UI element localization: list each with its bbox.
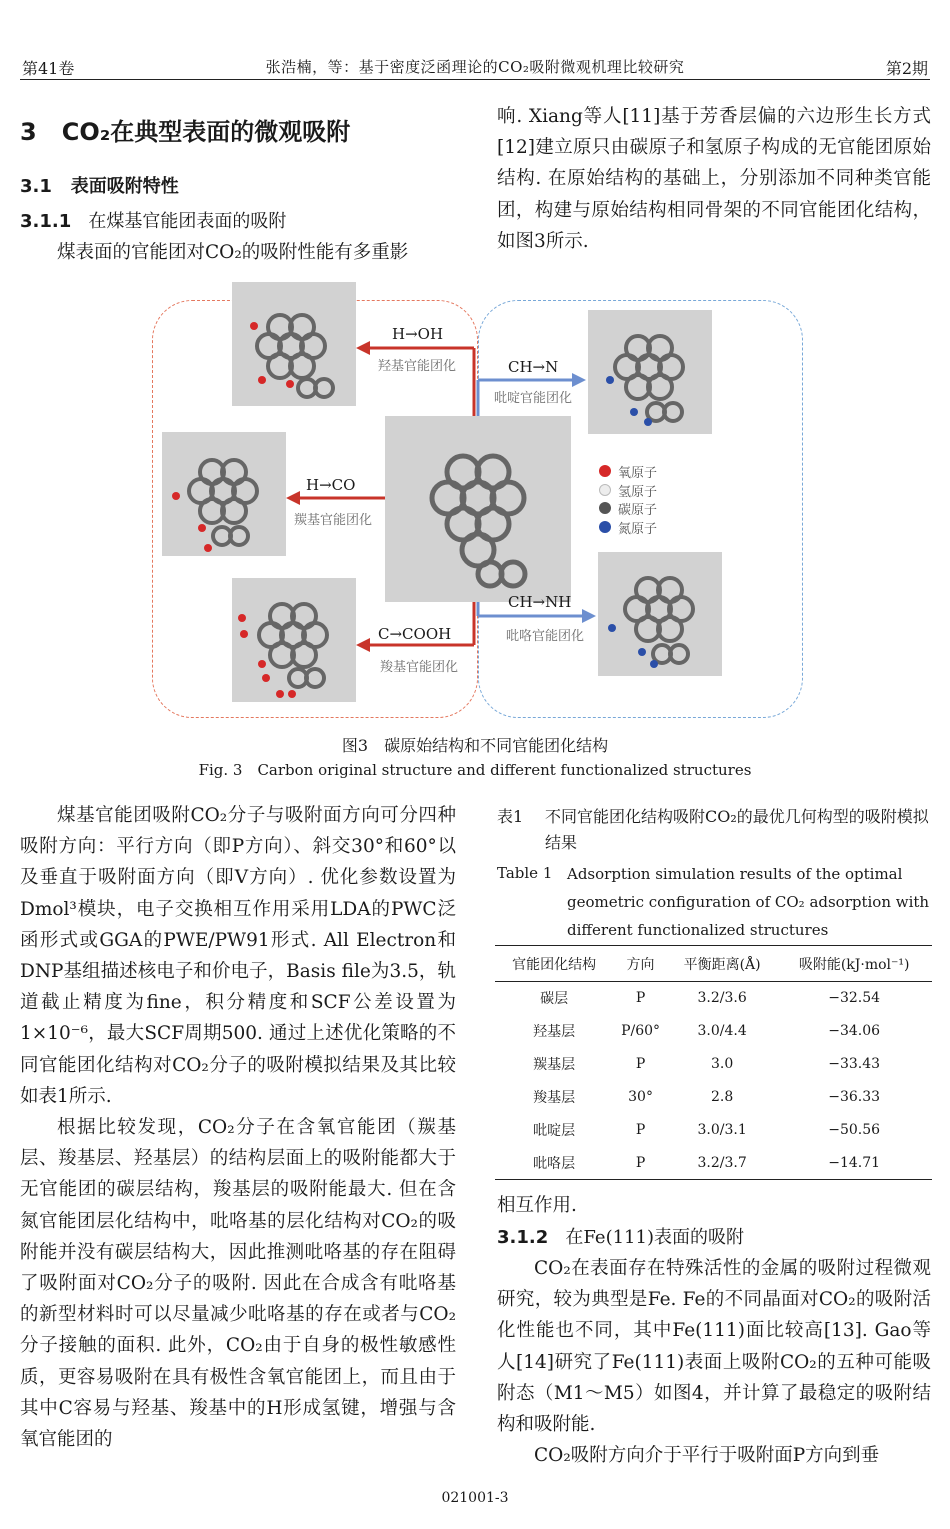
carboxyl-label: 羧基官能团化 <box>380 660 459 675</box>
table-cell: 3.2/3.7 <box>668 1147 776 1180</box>
subsubsection-heading <box>20 207 286 233</box>
volume-label: 第41卷 <box>22 59 75 78</box>
adsorption-table <box>495 945 932 1180</box>
pyridine-arrowhead <box>572 373 586 387</box>
table-cell: 羰基层 <box>533 1057 576 1073</box>
carbonyl-arrowhead <box>286 491 300 505</box>
right-paragraph-1: CO₂在表面存在特殊活性的金属的吸附过程微观研究，较为典型是Fe. Fe的不同晶面对CO₂的吸附活化性能也不同，其中Fe(111)面比较高[13]. Gao等人[14]研究了Fe(111)表面上吸附CO₂的五种可能吸附态（M1～M5）如图4，并计算了最稳定的吸附结构和吸附能. <box>497 1258 931 1436</box>
table-cell: P/60° <box>621 1023 661 1039</box>
hydroxyl-formula: H→OH <box>392 325 444 343</box>
section-number: 3 <box>20 118 37 146</box>
header-direction: 方向 <box>613 946 668 982</box>
subsubsection-title: 在煤基官能团表面的吸附 <box>88 211 287 232</box>
pyrrole-label: 吡咯官能团化 <box>506 629 585 644</box>
table-header-row <box>495 946 932 982</box>
right-intro <box>497 101 931 257</box>
subsection-number: 3.1 <box>20 176 52 197</box>
carbonyl-formula: H→CO <box>306 476 356 494</box>
oxygen-swatch <box>599 465 611 477</box>
table-cell: 3.0/3.1 <box>697 1122 747 1138</box>
issue-label: 第2期 <box>885 59 928 78</box>
table-cell: 羟基层 <box>533 1024 576 1040</box>
table-cell: 碳层 <box>540 991 569 1008</box>
subsubsection-number-2: 3.1.2 <box>497 1227 549 1248</box>
running-title: 张浩楠，等：基于密度泛函理论的CO₂吸附微观机理比较研究 <box>265 58 685 76</box>
table-cell: −14.71 <box>776 1147 932 1180</box>
table-row <box>495 1114 932 1147</box>
table-row <box>495 982 932 1015</box>
table-cell: 30° <box>628 1089 653 1105</box>
hydrogen-legend: 氢原子 <box>618 485 658 500</box>
figure-arrows <box>0 280 950 730</box>
table-cell: P <box>635 1056 646 1072</box>
subsection-title: 表面吸附特性 <box>70 176 179 197</box>
table-row <box>495 1015 932 1048</box>
table-cell: −50.56 <box>828 1122 881 1138</box>
table-row <box>495 1147 932 1180</box>
table-label-cn: 表1 <box>497 807 524 826</box>
subsubsection-title-2: 在Fe(111)表面的吸附 <box>565 1227 744 1248</box>
carbon-legend: 碳原子 <box>618 503 658 518</box>
right-continued <box>497 1190 931 1221</box>
section-title: CO₂在典型表面的微观吸附 <box>61 118 351 146</box>
left-body <box>20 800 456 1455</box>
table-cell: 3.0 <box>710 1056 734 1072</box>
nitrogen-swatch <box>599 521 611 533</box>
page-number: 021001-3 <box>441 1490 509 1506</box>
table-title-cn: 不同官能团化结构吸附CO₂的最优几何构型的吸附模拟结果 <box>545 807 929 852</box>
left-paragraph-2: 根据比较发现，CO₂分子在含氧官能团（羰基层、羧基层、羟基层）的结构层面上的吸附能都大于无官能团的碳层结构，羧基层的吸附能最大. 但在含氮官能团层化结构中，吡咯基的层化结构对CO₂的吸附能并没有碳层结构大，因此推测吡咯基的存在阻碍了吸附面对CO₂分子的吸附. 因此在合成含有吡咯基的新型材料时可以尽量减少吡咯基的存在或者与CO₂分子接触的面积. 此外，CO₂由于自身的极性敏感性质，更容易吸附在具有极性含氧官能团上，而且由于其中C容易与羟基、羧基中的H形成氢键，增强与含氧官能团的 <box>20 1117 456 1451</box>
section-heading <box>20 112 350 147</box>
table-cell: P <box>635 990 646 1007</box>
subsubsection-number: 3.1.1 <box>20 211 72 232</box>
left-intro <box>20 237 456 268</box>
table-cell: 吡啶层 <box>533 1123 576 1139</box>
right-continued-text: 相互作用. <box>497 1195 577 1216</box>
pyrrole-formula: CH→NH <box>508 593 572 611</box>
table-cell: 3.2/3.6 <box>697 990 747 1007</box>
running-header <box>20 52 930 80</box>
table-cell: P <box>613 1147 668 1180</box>
table-caption-cn <box>497 804 933 856</box>
right-intro-text: 响. Xiang等人[11]基于芳香层偏的六边形生长方式[12]建立原只由碳原子和氢原子构成的无官能团原始结构. 在原始结构的基础上，分别添加不同种类官能团，构建与原始结构相同骨架的不同官能团化结构，如图3所示. <box>497 106 931 252</box>
table-title-en: Adsorption simulation results of the optimal geometric configuration of CO₂ adsorption with different functionalized structures <box>567 865 930 939</box>
hydroxyl-label: 羟基官能团化 <box>378 359 457 374</box>
subsection-heading <box>20 172 179 198</box>
table-cell: −33.43 <box>828 1056 881 1072</box>
hydroxyl-arrowhead <box>356 341 370 355</box>
oxygen-legend: 氧原子 <box>618 466 658 481</box>
right-paragraph-2: CO₂吸附方向介于平行于吸附面P方向到垂 <box>534 1445 880 1467</box>
table-cell: −34.06 <box>828 1023 881 1039</box>
table-cell: 吡咯层 <box>495 1147 613 1180</box>
table-cell: −32.54 <box>828 990 881 1007</box>
header-energy: 吸附能(kJ·mol⁻¹) <box>776 946 932 982</box>
figure-caption-cn: 图3 碳原始结构和不同官能团化结构 <box>341 736 609 755</box>
header-distance: 平衡距离(Å) <box>668 946 776 982</box>
table-row <box>495 1081 932 1114</box>
left-paragraph-1: 煤基官能团吸附CO₂分子与吸附面方向可分四种吸附方向：平行方向（即P方向）、斜交30°和60°以及垂直于吸附面方向（即V方向）. 优化参数设置为Dmol³模块，电子交换相互作用采用LDA的PWC泛函形式或GGA的PWE/PW91形式. All Electron和DNP基组描述核电子和价电子，Basis file为3.5，轨道截止精度为fine，积分精度和SCF公差设置为1×10⁻⁶，最大SCF周期500. 通过上述优化策略的不同官能团化结构对CO₂分子的吸附模拟结果及其比较如表1所示. <box>20 805 456 1107</box>
left-intro-text: 煤表面的官能团对CO₂的吸附性能有多重影 <box>57 242 409 263</box>
subsubsection-heading-2 <box>497 1223 744 1249</box>
nitrogen-legend: 氮原子 <box>618 522 658 537</box>
table-row <box>495 1048 932 1081</box>
pyridine-formula: CH→N <box>508 358 559 376</box>
carbonyl-label: 羰基官能团化 <box>294 513 373 528</box>
figure-caption-en: Fig. 3 Carbon original structure and different functionalized structures <box>198 761 752 779</box>
table-cell: 2.8 <box>710 1089 734 1105</box>
pyridine-label: 吡啶官能团化 <box>494 391 573 406</box>
table-label-en: Table 1 <box>497 864 553 882</box>
figure-3 <box>0 280 950 730</box>
table-cell: 羧基层 <box>533 1090 576 1106</box>
hydrogen-swatch <box>599 484 611 496</box>
table-cell: 3.0/4.4 <box>697 1023 747 1039</box>
carboxyl-arrowhead <box>356 638 370 652</box>
pyrrole-arrowhead <box>582 609 596 623</box>
carbon-swatch <box>599 502 611 514</box>
table-cell: P <box>635 1122 646 1138</box>
carboxyl-formula: C→COOH <box>378 625 452 643</box>
right-body <box>497 1253 931 1471</box>
table-caption-en <box>497 860 933 944</box>
header-structure: 官能团化结构 <box>495 946 613 982</box>
table-cell: −36.33 <box>828 1089 881 1105</box>
